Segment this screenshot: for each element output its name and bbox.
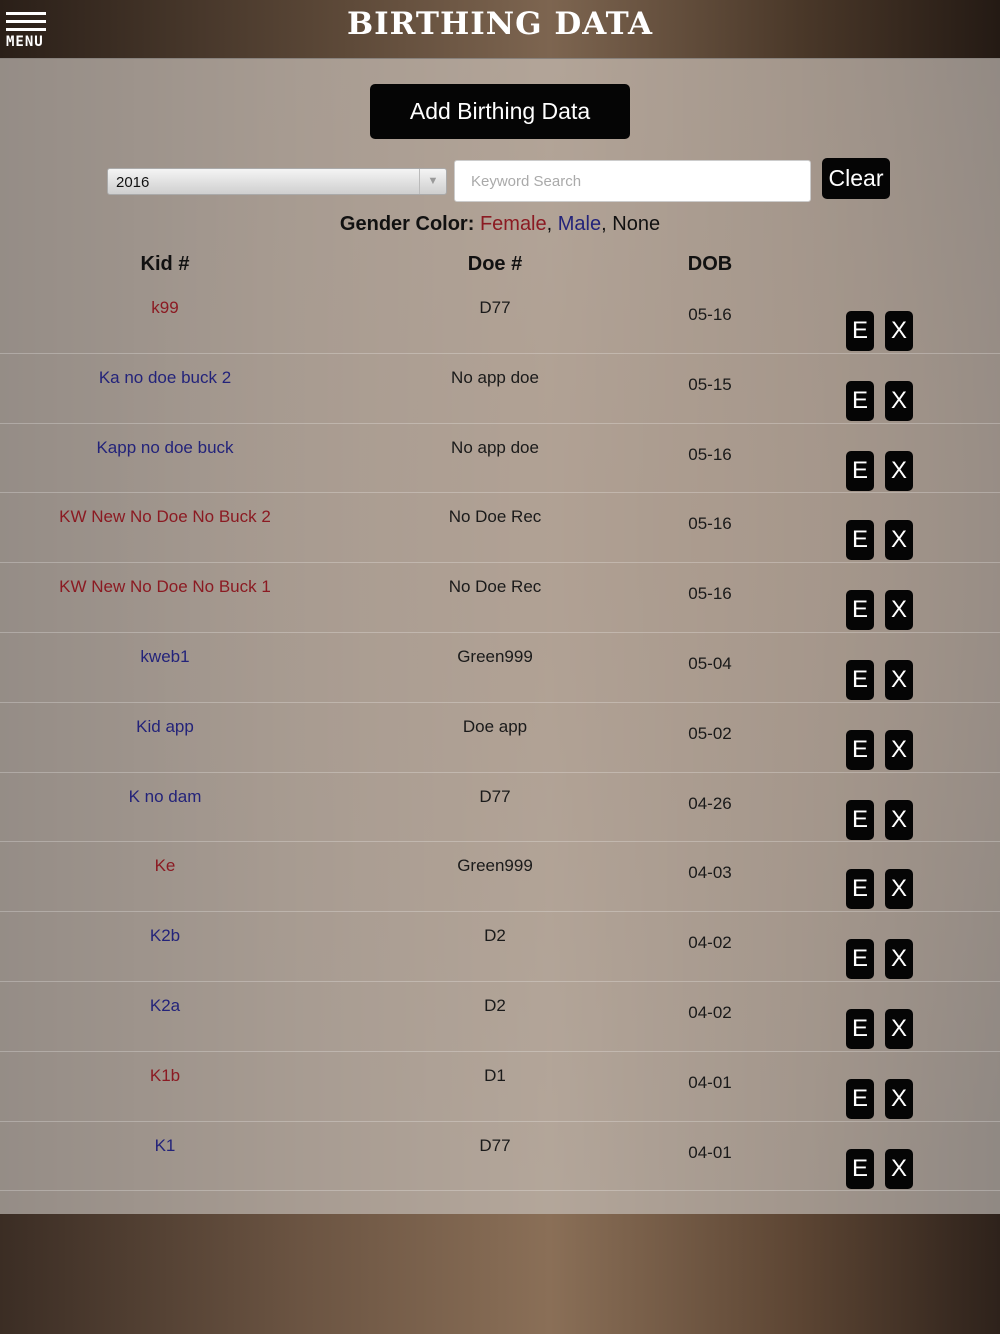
table-row: [0, 493, 1000, 563]
top-bar: [0, 0, 1000, 59]
table-row: [0, 842, 1000, 912]
table-row: [0, 1122, 1000, 1192]
edit-button[interactable]: E: [846, 1009, 874, 1049]
year-select-value: 2016: [116, 174, 150, 191]
year-select[interactable]: [107, 168, 447, 195]
doe-number: No app doe: [451, 437, 539, 457]
doe-number: D2: [484, 995, 506, 1015]
doe-number: No Doe Rec: [448, 507, 542, 527]
date-of-birth: 05-16: [688, 584, 732, 604]
kid-number: K2a: [149, 995, 181, 1015]
chevron-down-icon: ▼: [419, 169, 446, 194]
delete-button[interactable]: X: [885, 800, 913, 840]
kid-number: Ka no doe buck 2: [98, 367, 232, 387]
kid-number: Ke: [154, 856, 176, 876]
delete-button[interactable]: X: [885, 381, 913, 421]
table-row: [0, 563, 1000, 633]
kid-number: K no dam: [128, 786, 202, 806]
edit-button[interactable]: E: [846, 939, 874, 979]
date-of-birth: 05-16: [688, 444, 732, 464]
kid-number: Kapp no doe buck: [96, 437, 234, 457]
doe-number: D77: [479, 786, 511, 806]
edit-button[interactable]: E: [846, 311, 874, 351]
table-row: [0, 703, 1000, 773]
table-row: [0, 912, 1000, 982]
legend-male: Male: [557, 213, 602, 235]
kid-number: k99: [151, 298, 179, 317]
delete-button[interactable]: X: [885, 660, 913, 700]
date-of-birth: 04-02: [688, 933, 732, 953]
column-header-kid: Kid #: [140, 253, 190, 275]
doe-number: Green999: [457, 646, 533, 666]
edit-button[interactable]: E: [846, 869, 874, 909]
date-of-birth: 04-01: [688, 1072, 732, 1092]
date-of-birth: 04-02: [688, 1002, 732, 1022]
table-row: [0, 354, 1000, 424]
edit-button[interactable]: E: [846, 520, 874, 560]
doe-number: No Doe Rec: [448, 577, 542, 597]
kid-number: KW New No Doe No Buck 2: [59, 507, 271, 527]
delete-button[interactable]: X: [885, 1009, 913, 1049]
gender-color-legend: [0, 213, 1000, 236]
kid-number: KW New No Doe No Buck 1: [59, 577, 271, 597]
column-header-doe: Doe #: [467, 253, 523, 275]
clear-button[interactable]: Clear: [822, 158, 890, 199]
legend-label: Gender Color:: [339, 213, 475, 235]
edit-button[interactable]: E: [846, 451, 874, 491]
edit-button[interactable]: E: [846, 381, 874, 421]
delete-button[interactable]: X: [885, 590, 913, 630]
delete-button[interactable]: X: [885, 520, 913, 560]
legend-separator: ,: [601, 213, 607, 235]
date-of-birth: 04-26: [688, 793, 732, 813]
delete-button[interactable]: X: [885, 939, 913, 979]
date-of-birth: 05-16: [688, 305, 732, 324]
table-row: [0, 284, 1000, 354]
delete-button[interactable]: X: [885, 1149, 913, 1189]
menu-label: MENU: [6, 34, 44, 50]
doe-number: No app doe: [451, 367, 539, 387]
delete-button[interactable]: X: [885, 1079, 913, 1119]
table-row: [0, 633, 1000, 703]
date-of-birth: 04-03: [688, 863, 732, 883]
content-panel: [0, 58, 1000, 1214]
edit-button[interactable]: E: [846, 1079, 874, 1119]
date-of-birth: 05-15: [688, 374, 732, 394]
edit-button[interactable]: E: [846, 730, 874, 770]
table-row: [0, 982, 1000, 1052]
kid-number: K1: [154, 1135, 176, 1155]
kid-number: Kid app: [136, 716, 194, 736]
legend-female: Female: [479, 213, 547, 235]
date-of-birth: 04-01: [688, 1142, 732, 1162]
delete-button[interactable]: X: [885, 311, 913, 351]
doe-number: D77: [479, 1135, 511, 1155]
edit-button[interactable]: E: [846, 660, 874, 700]
doe-number: D77: [479, 298, 511, 317]
doe-number: Green999: [457, 856, 533, 876]
table-row: [0, 773, 1000, 843]
legend-none: None: [612, 213, 661, 235]
date-of-birth: 05-16: [688, 514, 732, 534]
legend-separator: ,: [546, 213, 553, 235]
kid-number: K2b: [149, 926, 181, 946]
doe-number: D1: [484, 1065, 506, 1085]
add-birthing-data-button[interactable]: Add Birthing Data: [370, 84, 630, 139]
delete-button[interactable]: X: [885, 451, 913, 491]
doe-number: Doe app: [462, 716, 528, 736]
kid-number: K1b: [149, 1065, 181, 1085]
delete-button[interactable]: X: [885, 730, 913, 770]
keyword-search-input[interactable]: [454, 160, 811, 202]
date-of-birth: 05-04: [688, 653, 732, 673]
delete-button[interactable]: X: [885, 869, 913, 909]
doe-number: D2: [484, 926, 506, 946]
table-row: [0, 424, 1000, 494]
page-title: BIRTHING DATA: [346, 6, 654, 42]
edit-button[interactable]: E: [846, 800, 874, 840]
birthing-table: [0, 284, 1000, 1191]
edit-button[interactable]: E: [846, 1149, 874, 1189]
table-row: [0, 1052, 1000, 1122]
date-of-birth: 05-02: [688, 723, 732, 743]
kid-number: kweb1: [140, 646, 190, 666]
edit-button[interactable]: E: [846, 590, 874, 630]
column-header-dob: DOB: [687, 253, 733, 275]
